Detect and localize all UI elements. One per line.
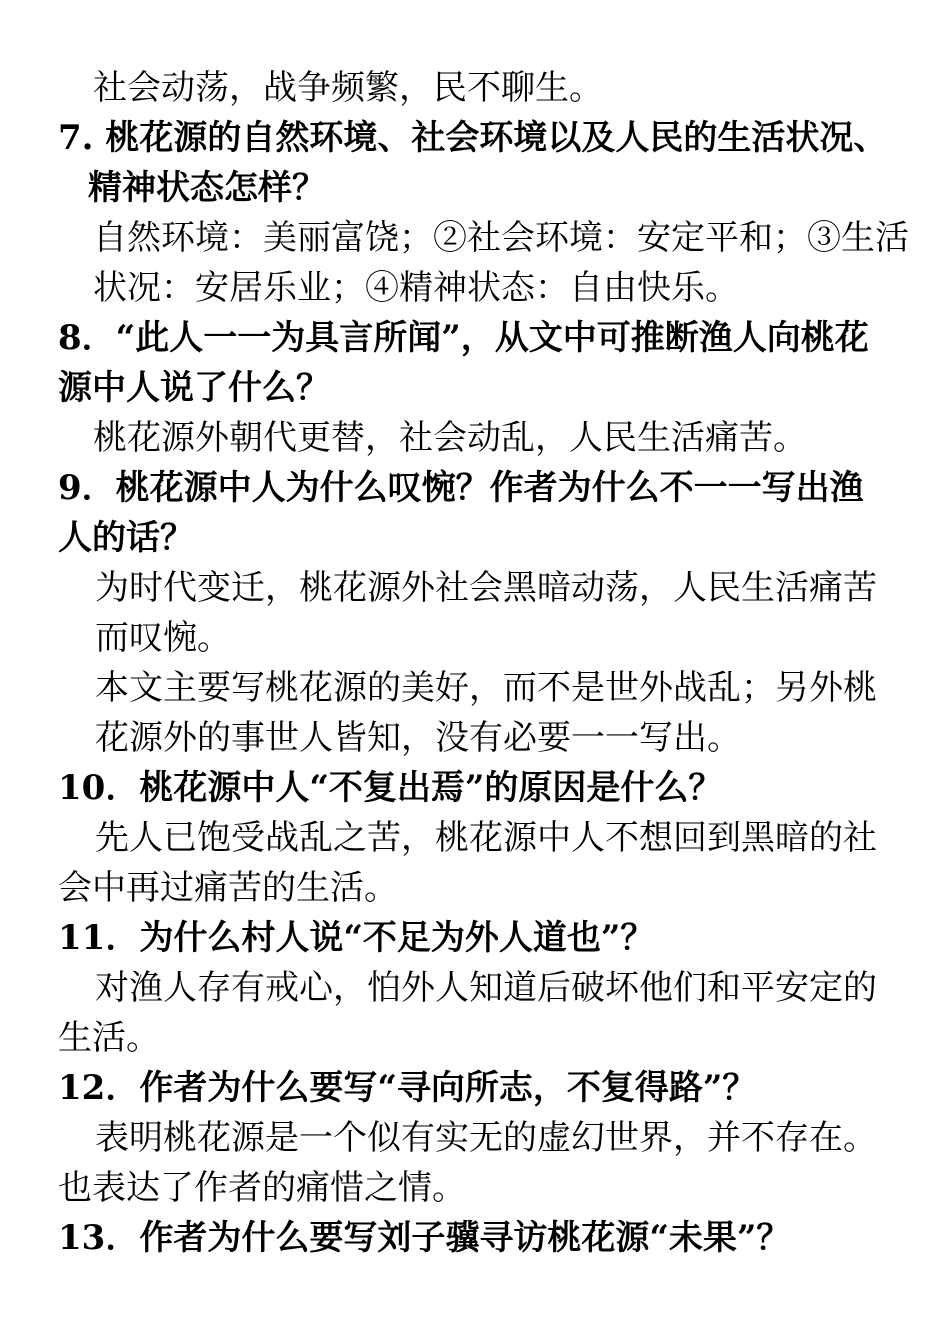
answer-11-line-2: 生活。 [58, 1018, 160, 1058]
question-9-line-2: 人的话？ [58, 518, 194, 558]
question-8-line-2: 源中人说了什么？ [58, 368, 330, 408]
answer-12-line-2: 也表达了作者的痛惜之情。 [58, 1168, 466, 1208]
question-8-line-1: 8．“此人一一为具言所闻”，从文中可推断渔人向桃花 [58, 318, 869, 358]
answer-9a-line-2: 而叹惋。 [95, 618, 231, 658]
answer-9a-line-1: 为时代变迁，桃花源外社会黑暗动荡，人民生活痛苦 [95, 568, 877, 608]
question-12: 12．作者为什么要写“寻向所志，不复得路”？ [58, 1068, 757, 1108]
question-10: 10．桃花源中人“不复出焉”的原因是什么？ [58, 768, 723, 808]
question-7-line-1: 7. 桃花源的自然环境、社会环境以及人民的生活状况、 [58, 118, 888, 158]
answer-10-line-1: 先人已饱受战乱之苦，桃花源中人不想回到黑暗的社 [95, 818, 877, 858]
question-11: 11．为什么村人说“不足为外人道也”？ [58, 918, 655, 958]
answer-10-line-2: 会中再过痛苦的生活。 [58, 868, 398, 908]
answer-6-line-2: 社会动荡，战争频繁，民不聊生。 [93, 68, 603, 108]
question-9-line-1: 9．桃花源中人为什么叹惋？作者为什么不一一写出渔 [58, 468, 864, 508]
answer-9b-line-1: 本文主要写桃花源的美好，而不是世外战乱；另外桃 [95, 668, 877, 708]
answer-9b-line-2: 花源外的事世人皆知，没有必要一一写出。 [95, 718, 741, 758]
question-13: 13．作者为什么要写刘子骥寻访桃花源“未果”？ [58, 1218, 791, 1258]
answer-11-line-1: 对渔人存有戒心，怕外人知道后破坏他们和平安定的 [95, 968, 877, 1008]
question-7-line-2: 精神状态怎样？ [88, 168, 326, 208]
answer-7-line-1: 自然环境：美丽富饶；②社会环境：安定平和；③生活 [93, 218, 909, 258]
answer-8: 桃花源外朝代更替，社会动乱，人民生活痛苦。 [93, 418, 807, 458]
answer-7-line-2: 状况：安居乐业；④精神状态：自由快乐。 [93, 268, 739, 308]
answer-12-line-1: 表明桃花源是一个似有实无的虚幻世界，并不存在。 [95, 1118, 877, 1158]
